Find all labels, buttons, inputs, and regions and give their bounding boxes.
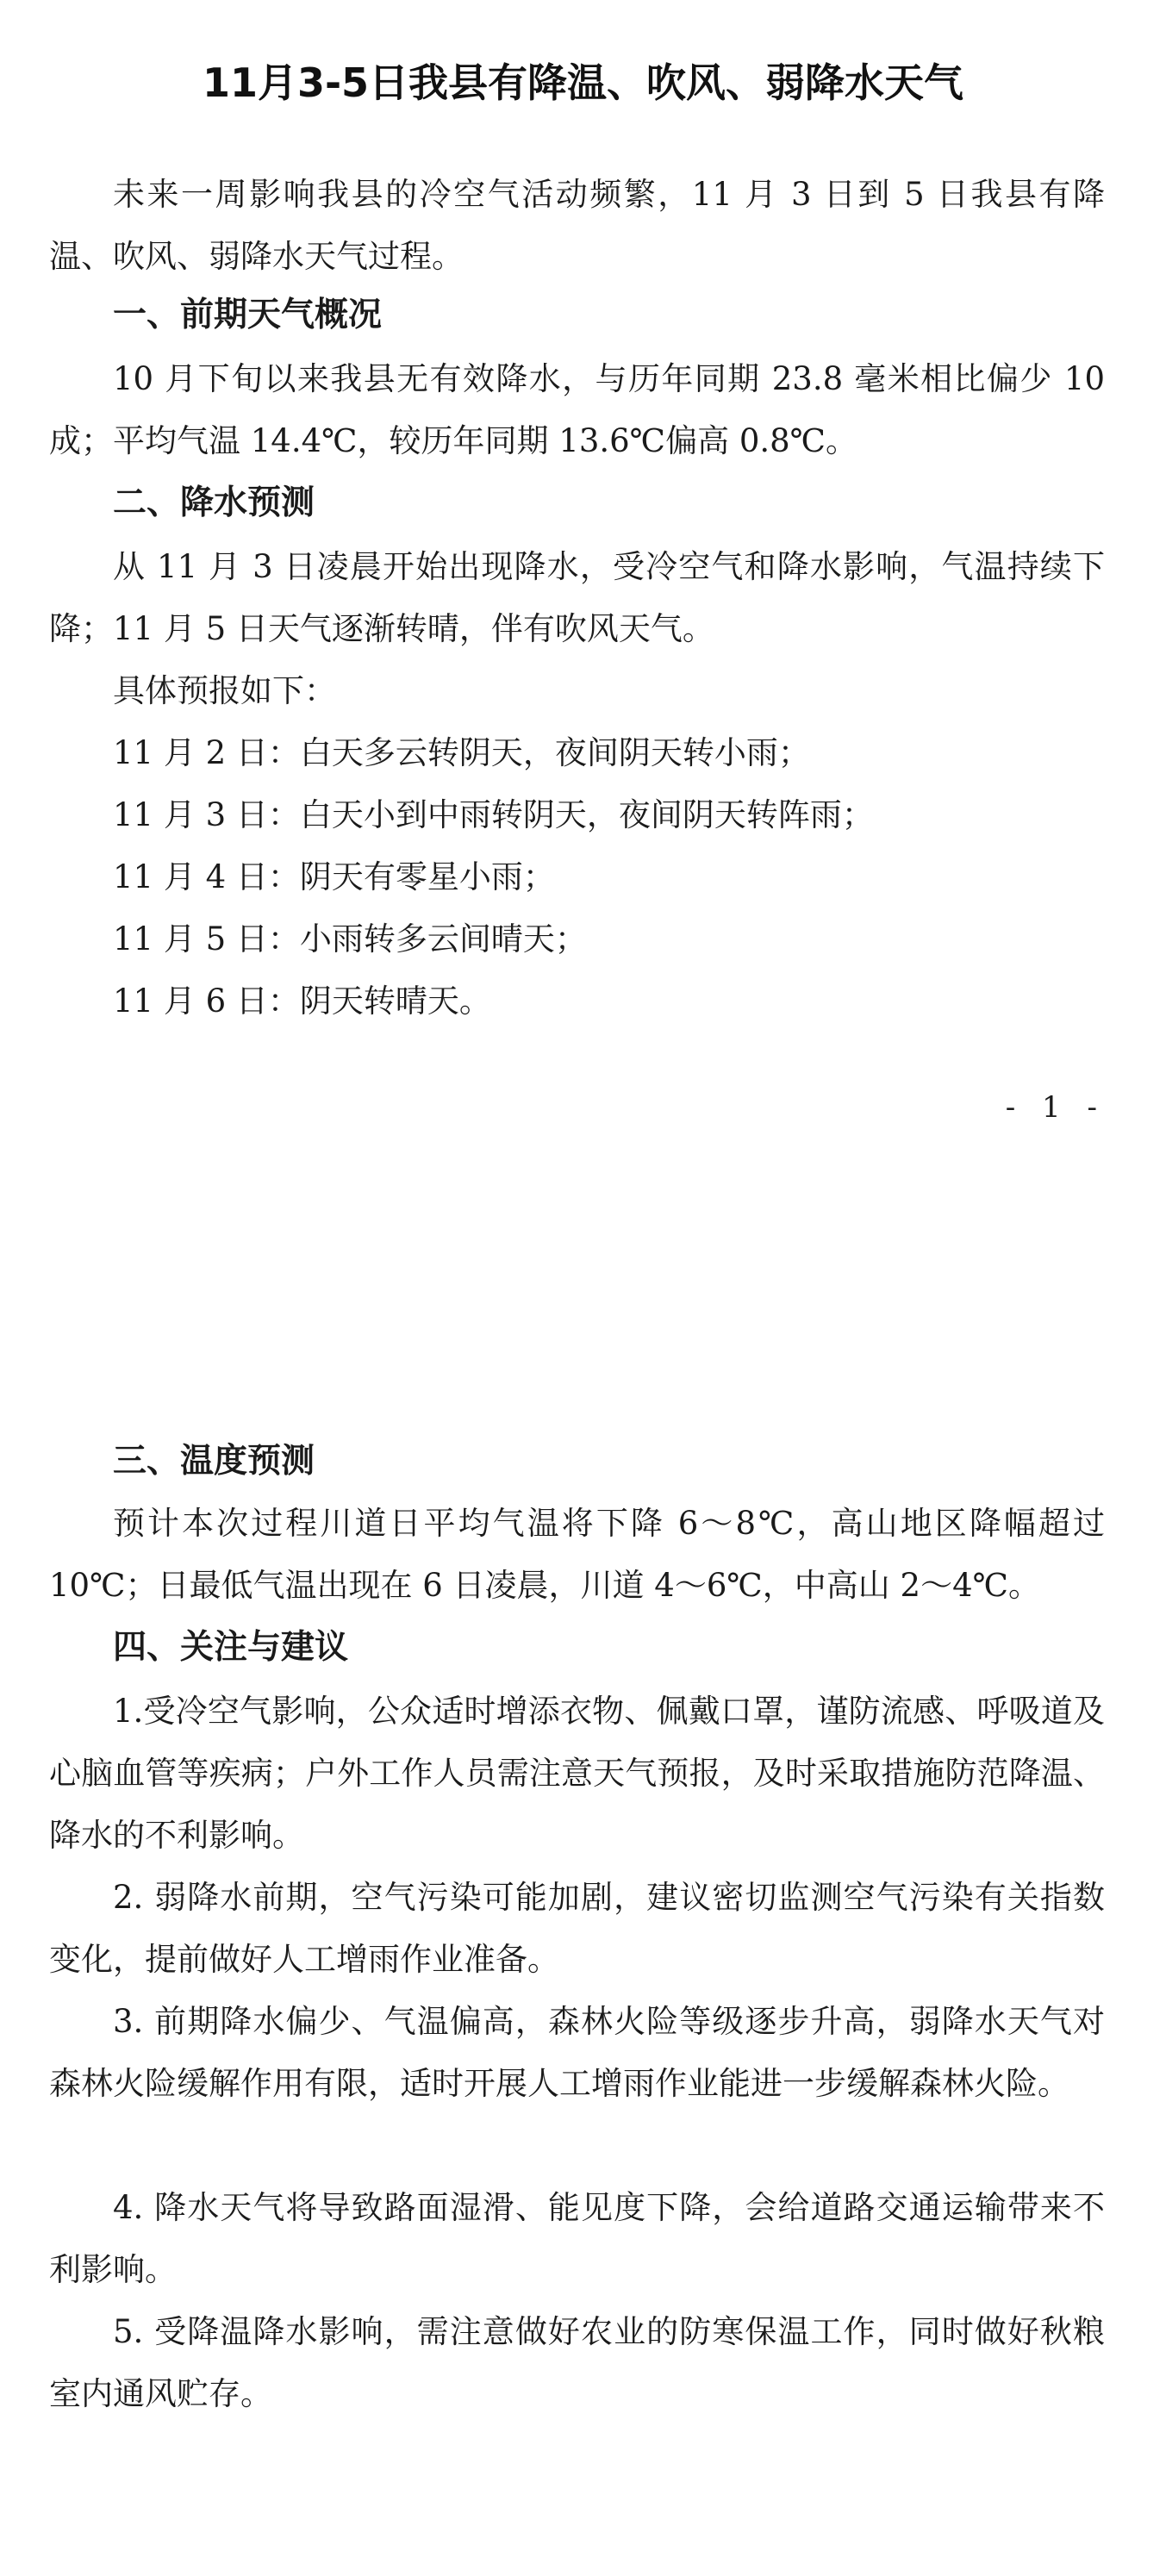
section-1-paragraph: 10 月下旬以来我县无有效降水，与历年同期 23.8 毫米相比偏少 10 成；平均气温 14.4℃，较历年同期 13.6℃偏高 0.8℃。 <box>49 360 1105 459</box>
section-heading-4: 四、关注与建议 <box>113 1628 349 1667</box>
forecast-day: 11 月 3 日：白天小到中雨转阴天，夜间阴天转阵雨； <box>113 796 874 833</box>
advice-item: 3. 前期降水偏少、气温偏高，森林火险等级逐步升高，弱降水天气对森林火险缓解作用有限，适时开展人工增雨作业能进一步缓解森林火险。 <box>49 2003 1105 2102</box>
section-2-paragraph: 从 11 月 3 日凌晨开始出现降水，受冷空气和降水影响，气温持续下降；11 月 5 日天气逐渐转晴，伴有吹风天气。 <box>49 548 1105 647</box>
forecast-day: 11 月 2 日：白天多云转阴天，夜间阴天转小雨； <box>113 734 810 771</box>
forecast-day: 11 月 6 日：阴天转晴天。 <box>113 982 491 1020</box>
forecast-day: 11 月 5 日：小雨转多云间晴天； <box>113 920 587 957</box>
section-heading-1: 一、前期天气概况 <box>113 296 383 334</box>
document-page-1 <box>0 0 1166 1155</box>
advice-item: 1.受冷空气影响，公众适时增添衣物、佩戴口罩，谨防流感、呼吸道及心脑血管等疾病；户外工作人员需注意天气预报，及时采取措施防范降温、降水的不利影响。 <box>49 1693 1105 1854</box>
forecast-intro: 具体预报如下： <box>113 672 336 709</box>
intro-paragraph: 未来一周影响我县的冷空气活动频繁，11 月 3 日到 5 日我县有降温、吹风、弱降水天气过程。 <box>49 176 1105 275</box>
forecast-day: 11 月 4 日：阴天有零星小雨； <box>113 858 555 895</box>
advice-item: 4. 降水天气将导致路面湿滑、能见度下降，会给道路交通运输带来不利影响。 <box>49 2189 1105 2288</box>
document-title: 11月3-5日我县有降温、吹风、弱降水天气 <box>202 59 964 106</box>
page-number: - 1 - <box>1005 1090 1106 1125</box>
document-page-2 <box>0 1155 1166 2576</box>
section-heading-3: 三、温度预测 <box>113 1442 315 1481</box>
advice-item: 2. 弱降水前期，空气污染可能加剧，建议密切监测空气污染有关指数变化，提前做好人工增雨作业准备。 <box>49 1879 1105 1978</box>
advice-item: 5. 受降温降水影响，需注意做好农业的防寒保温工作，同时做好秋粮室内通风贮存。 <box>49 2313 1105 2412</box>
section-3-paragraph: 预计本次过程川道日平均气温将下降 6～8℃，高山地区降幅超过 10℃；日最低气温出现在 6 日凌晨，川道 4～6℃，中高山 2～4℃。 <box>49 1505 1105 1604</box>
section-heading-2: 二、降水预测 <box>113 483 315 522</box>
